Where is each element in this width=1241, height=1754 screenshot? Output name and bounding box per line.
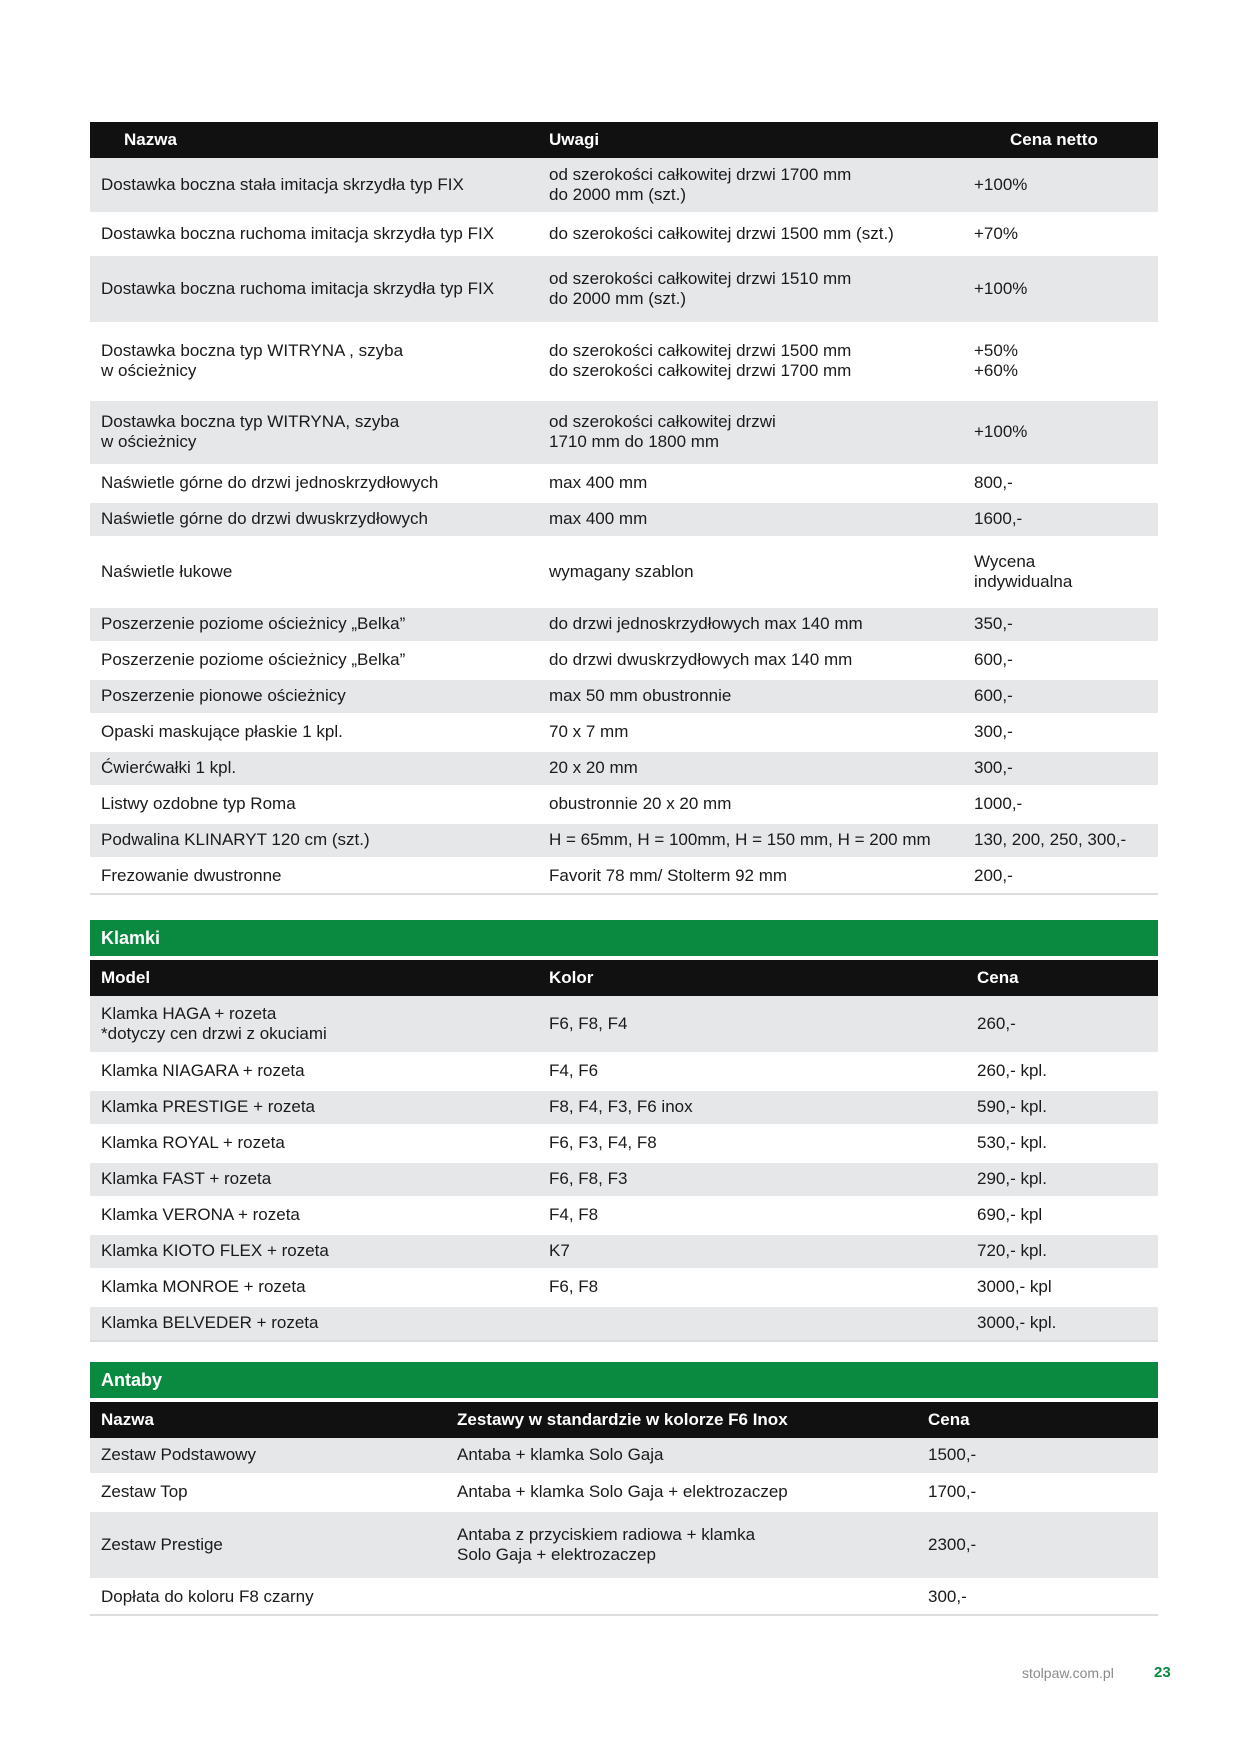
cell-color: F6, F8	[538, 1269, 966, 1305]
header-price: Cena	[917, 1402, 1158, 1438]
cell-notes: max 400 mm	[538, 501, 963, 537]
cell-price: 300,-	[963, 714, 1158, 750]
cell-price: 260,- kpl.	[966, 1053, 1158, 1089]
table-row	[90, 1089, 1158, 1125]
cell-price: +100%	[963, 399, 1158, 465]
cell-model: Klamka ROYAL + rozeta	[90, 1125, 538, 1161]
table-row	[90, 501, 1158, 537]
table-row	[90, 1305, 1158, 1341]
table-row	[90, 1510, 1158, 1579]
cell-price: Wycena indywidualna	[963, 537, 1158, 606]
cell-name: Dopłata do koloru F8 czarny	[90, 1579, 446, 1615]
cell-notes: wymagany szablon	[538, 537, 963, 606]
table-row	[90, 158, 1158, 213]
cell-notes: obustronnie 20 x 20 mm	[538, 786, 963, 822]
cell-name: Zestaw Prestige	[90, 1510, 446, 1579]
cell-price: 720,- kpl.	[966, 1233, 1158, 1269]
cell-name: Naświetle górne do drzwi jednoskrzydłowych	[90, 465, 538, 501]
cell-color: F4, F6	[538, 1053, 966, 1089]
table-row	[90, 465, 1158, 501]
cell-model: Klamka MONROE + rozeta	[90, 1269, 538, 1305]
cell-name: Dostawka boczna typ WITRYNA , szyba w ościeżnicy	[90, 323, 538, 399]
cell-notes: 20 x 20 mm	[538, 750, 963, 786]
table-row	[90, 537, 1158, 606]
cell-price: 530,- kpl.	[966, 1125, 1158, 1161]
cell-name: Naświetle łukowe	[90, 537, 538, 606]
table-row	[90, 399, 1158, 465]
cell-notes: max 400 mm	[538, 465, 963, 501]
table-row	[90, 1125, 1158, 1161]
cell-price: +100%	[963, 254, 1158, 323]
cell-set: Antaba + klamka Solo Gaja	[446, 1438, 917, 1474]
cell-name: Listwy ozdobne typ Roma	[90, 786, 538, 822]
cell-set: Antaba z przyciskiem radiowa + klamka Solo Gaja + elektrozaczep	[446, 1510, 917, 1579]
page-number: 23	[1154, 1664, 1171, 1681]
table-row	[90, 714, 1158, 750]
cell-name: Ćwierćwałki 1 kpl.	[90, 750, 538, 786]
table-row	[90, 678, 1158, 714]
cell-price: +50% +60%	[963, 323, 1158, 399]
cell-model: Klamka PRESTIGE + rozeta	[90, 1089, 538, 1125]
cell-model: Klamka VERONA + rozeta	[90, 1197, 538, 1233]
table-row	[90, 858, 1158, 894]
table-row	[90, 213, 1158, 254]
cell-model: Klamka KIOTO FLEX + rozeta	[90, 1233, 538, 1269]
cell-notes: Favorit 78 mm/ Stolterm 92 mm	[538, 858, 963, 894]
cell-price: 300,-	[963, 750, 1158, 786]
table-row	[90, 606, 1158, 642]
header-price: Cena	[966, 960, 1158, 996]
table-row	[90, 1233, 1158, 1269]
cell-price: 1000,-	[963, 786, 1158, 822]
table-header-row	[90, 1402, 1158, 1438]
cell-notes: do szerokości całkowitej drzwi 1500 mm do szerokości całkowitej drzwi 1700 mm	[538, 323, 963, 399]
cell-color	[538, 1305, 966, 1341]
cell-color: F6, F3, F4, F8	[538, 1125, 966, 1161]
header-set: Zestawy w standardzie w kolorze F6 Inox	[446, 1402, 917, 1438]
cell-color: F8, F4, F3, F6 inox	[538, 1089, 966, 1125]
table-header-row	[90, 960, 1158, 996]
cell-name: Zestaw Top	[90, 1474, 446, 1510]
cell-name: Dostawka boczna stała imitacja skrzydła typ FIX	[90, 158, 538, 213]
cell-price: 3000,- kpl.	[966, 1305, 1158, 1341]
cell-name: Zestaw Podstawowy	[90, 1438, 446, 1474]
header-color: Kolor	[538, 960, 966, 996]
cell-notes: do drzwi jednoskrzydłowych max 140 mm	[538, 606, 963, 642]
header-notes: Uwagi	[538, 122, 963, 158]
cell-notes: do drzwi dwuskrzydłowych max 140 mm	[538, 642, 963, 678]
table-row	[90, 1438, 1158, 1474]
handles-price-table	[90, 960, 1158, 1342]
cell-price: 3000,- kpl	[966, 1269, 1158, 1305]
cell-price: 300,-	[917, 1579, 1158, 1615]
table-row	[90, 996, 1158, 1053]
cell-notes: od szerokości całkowitej drzwi 1700 mm do 2000 mm (szt.)	[538, 158, 963, 213]
cell-price: +100%	[963, 158, 1158, 213]
section-klamki-title: Klamki	[90, 920, 1158, 956]
cell-price: 590,- kpl.	[966, 1089, 1158, 1125]
cell-price: 1600,-	[963, 501, 1158, 537]
header-name: Nazwa	[90, 122, 538, 158]
cell-color: K7	[538, 1233, 966, 1269]
cell-set: Antaba + klamka Solo Gaja + elektrozaczep	[446, 1474, 917, 1510]
table-row	[90, 822, 1158, 858]
cell-name: Opaski maskujące płaskie 1 kpl.	[90, 714, 538, 750]
table-header-row	[90, 122, 1158, 158]
cell-price: 290,- kpl.	[966, 1161, 1158, 1197]
cell-notes: H = 65mm, H = 100mm, H = 150 mm, H = 200 mm	[538, 822, 963, 858]
cell-color: F4, F8	[538, 1197, 966, 1233]
accessories-price-table	[90, 122, 1158, 895]
table-row	[90, 1474, 1158, 1510]
cell-price: 2300,-	[917, 1510, 1158, 1579]
cell-color: F6, F8, F3	[538, 1161, 966, 1197]
cell-price: 690,- kpl	[966, 1197, 1158, 1233]
cell-notes: od szerokości całkowitej drzwi 1510 mm do 2000 mm (szt.)	[538, 254, 963, 323]
table-row	[90, 750, 1158, 786]
cell-price: 1500,-	[917, 1438, 1158, 1474]
table-row	[90, 323, 1158, 399]
cell-price: 200,-	[963, 858, 1158, 894]
cell-price: 1700,-	[917, 1474, 1158, 1510]
table-row	[90, 1161, 1158, 1197]
cell-name: Dostawka boczna ruchoma imitacja skrzydła typ FIX	[90, 213, 538, 254]
header-price: Cena netto	[963, 122, 1158, 158]
cell-model: Klamka FAST + rozeta	[90, 1161, 538, 1197]
table-row	[90, 786, 1158, 822]
table-row	[90, 254, 1158, 323]
table-row	[90, 1269, 1158, 1305]
pull-handles-price-table	[90, 1402, 1158, 1616]
cell-color: F6, F8, F4	[538, 996, 966, 1053]
cell-notes: od szerokości całkowitej drzwi 1710 mm do 1800 mm	[538, 399, 963, 465]
cell-set	[446, 1579, 917, 1615]
cell-notes: do szerokości całkowitej drzwi 1500 mm (szt.)	[538, 213, 963, 254]
section-antaby-title: Antaby	[90, 1362, 1158, 1398]
cell-model: Klamka HAGA + rozeta *dotyczy cen drzwi z okuciami	[90, 996, 538, 1053]
header-model: Model	[90, 960, 538, 996]
cell-price: 260,-	[966, 996, 1158, 1053]
table-row	[90, 1053, 1158, 1089]
cell-name: Poszerzenie pionowe ościeżnicy	[90, 678, 538, 714]
cell-price: 600,-	[963, 642, 1158, 678]
cell-name: Frezowanie dwustronne	[90, 858, 538, 894]
table-row	[90, 1579, 1158, 1615]
cell-price: 130, 200, 250, 300,-	[963, 822, 1158, 858]
cell-name: Podwalina KLINARYT 120 cm (szt.)	[90, 822, 538, 858]
cell-model: Klamka BELVEDER + rozeta	[90, 1305, 538, 1341]
cell-name: Poszerzenie poziome ościeżnicy „Belka”	[90, 606, 538, 642]
cell-name: Dostawka boczna typ WITRYNA, szyba w ościeżnicy	[90, 399, 538, 465]
cell-model: Klamka NIAGARA + rozeta	[90, 1053, 538, 1089]
header-name: Nazwa	[90, 1402, 446, 1438]
footer-url[interactable]: stolpaw.com.pl	[1022, 1665, 1114, 1681]
cell-name: Naświetle górne do drzwi dwuskrzydłowych	[90, 501, 538, 537]
cell-price: 600,-	[963, 678, 1158, 714]
cell-price: 350,-	[963, 606, 1158, 642]
cell-price: +70%	[963, 213, 1158, 254]
table-row	[90, 642, 1158, 678]
cell-notes: max 50 mm obustronnie	[538, 678, 963, 714]
cell-notes: 70 x 7 mm	[538, 714, 963, 750]
cell-name: Dostawka boczna ruchoma imitacja skrzydła typ FIX	[90, 254, 538, 323]
cell-name: Poszerzenie poziome ościeżnicy „Belka”	[90, 642, 538, 678]
table-row	[90, 1197, 1158, 1233]
cell-price: 800,-	[963, 465, 1158, 501]
